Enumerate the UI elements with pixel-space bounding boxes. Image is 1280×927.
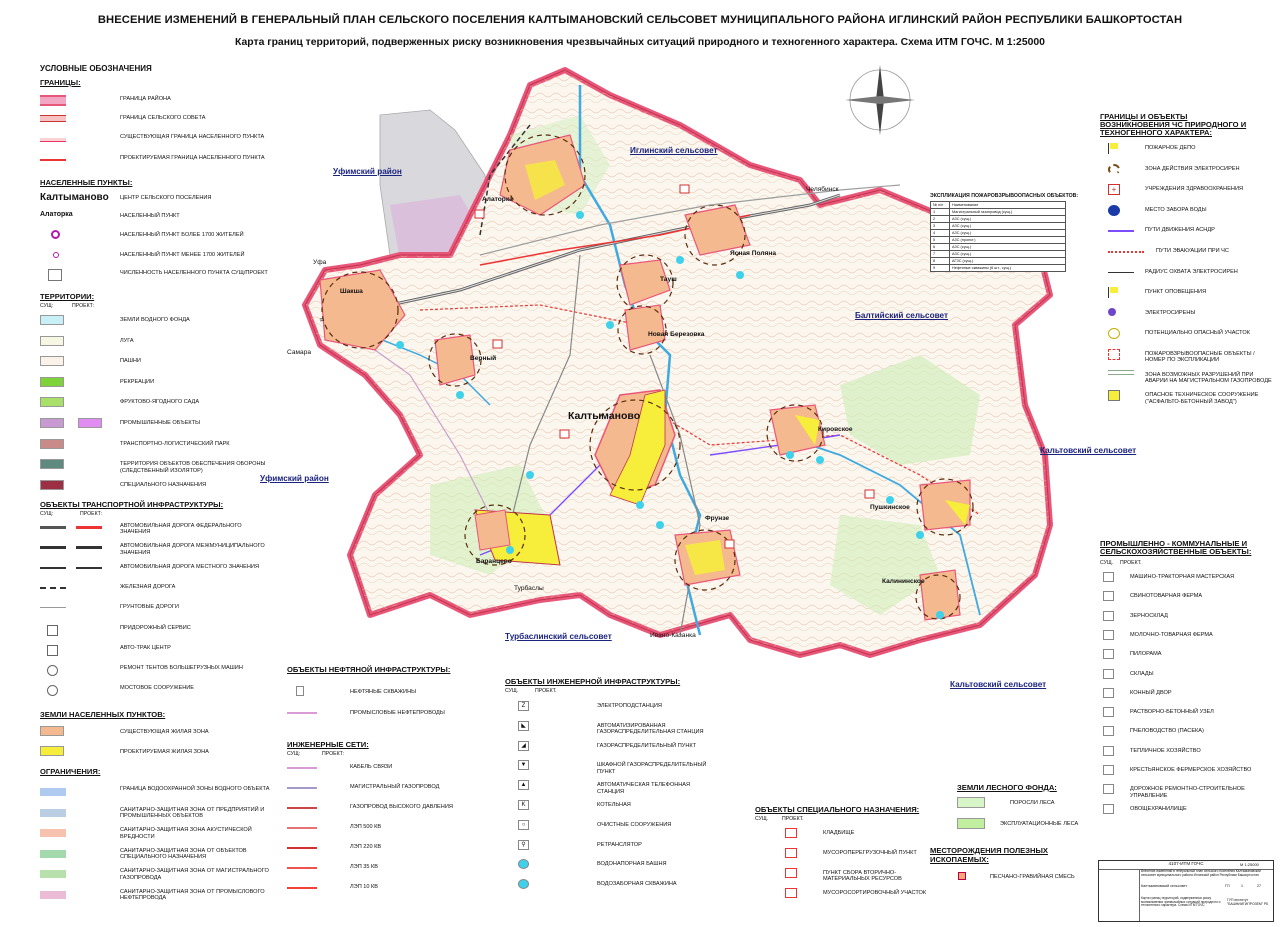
legend-item: КАБЕЛЬ СВЯЗИ — [350, 764, 393, 770]
industrial-icon — [1103, 649, 1114, 659]
place-label: Калининское — [882, 578, 925, 585]
legend-item: ТЕРРИТОРИЯ ОБЪЕКТОВ ОБЕСПЕЧЕНИЯ ОБОРОНЫ (СЛЕДСТВЕННЫЙ ИЗОЛЯТОР) — [120, 461, 266, 474]
page-subtitle: Карта границ территорий, подверженных риску возникновения чрезвычайных ситуаций природного и техногенного характера. Схема ИТМ ГОЧС. М 1:25000 — [235, 37, 1045, 48]
industrial-icon — [1103, 746, 1114, 756]
direction-label: Ивано-Казанка — [650, 632, 696, 639]
legend-item: ЭЛЕКТРОПОДСТАНЦИЯ — [597, 703, 662, 709]
engineering-icon: ▲ — [518, 780, 529, 790]
district-boundary-swatch — [40, 95, 66, 106]
legend-item: АВТО-ТРАК ЦЕНТР — [120, 644, 171, 651]
legend-item: КОТЕЛЬНАЯ — [597, 802, 631, 808]
title-block-map-caption: Карта границ территорий, подверженных риску возникновения чрезвычайных ситуаций природного и техногенного характера. Схема ИТМ ГОЧС — [1141, 896, 1221, 908]
legend-item: САНИТАРНО-ЗАЩИТНАЯ ЗОНА ОТ ОБЪЕКТОВ СПЕЦИАЛЬНОГО НАЗНАЧЕНИЯ — [120, 847, 247, 861]
explication-cell: АЗС (проект.) — [950, 237, 1066, 244]
place-label: Пушкинское — [870, 504, 910, 511]
page-title: ВНЕСЕНИЕ ИЗМЕНЕНИЙ В ГЕНЕРАЛЬНЫЙ ПЛАН СЕЛЬСКОГО ПОСЕЛЕНИЯ КАЛТЫМАНОВСКИЙ СЕЛЬСОВЕТ МУНИЦИПАЛЬНОГО РАЙОНА ИГЛИНСКИЙ РАЙОН РЕСПУБЛИКИ БАШКОРТОСТАН — [97, 14, 1183, 26]
legend-item: КРЕСТЬЯНСКОЕ ФЕРМЕРСКОЕ ХОЗЯЙСТВО — [1130, 767, 1252, 773]
restriction-swatch — [40, 891, 66, 899]
engineering-icon: K — [518, 800, 529, 810]
region-label: Кальтовский сельсовет — [1040, 446, 1137, 455]
oil-well-icon — [296, 686, 304, 696]
place-label: Тауш — [660, 276, 677, 283]
title-block-org: ГУП институт "БАШНИИГИПРОЗЕМ" РБ — [1227, 898, 1269, 906]
existing-settlement-boundary-swatch — [40, 138, 66, 142]
special-icon — [785, 828, 797, 838]
explication-cell: АЗС (сущ.) — [950, 251, 1066, 258]
industrial-icon — [1103, 765, 1114, 775]
legend-item: ЖЕЛЕЗНАЯ ДОРОГА — [120, 583, 176, 590]
legend-item: ЦЕНТР СЕЛЬСКОГО ПОСЕЛЕНИЯ — [120, 195, 212, 201]
direction-label: Самара — [287, 349, 312, 356]
legend-item: ГАЗОПРОВОД ВЫСОКОГО ДАВЛЕНИЯ — [350, 804, 453, 810]
restrictions-heading: ОГРАНИЧЕНИЯ: — [40, 767, 101, 776]
title-block-sheets: 27 — [1257, 884, 1261, 888]
title-block-grid — [1099, 869, 1140, 921]
engineering-icon: ○ — [518, 820, 529, 830]
legend-item: ЛЭП 220 КВ — [350, 844, 382, 850]
industrial-icon — [1103, 804, 1114, 814]
existing-residential-swatch — [40, 726, 64, 736]
oil-heading: ОБЪЕКТЫ НЕФТЯНОЙ ИНФРАСТРУКТУРЫ: — [287, 665, 451, 674]
transport-icon — [47, 665, 58, 676]
settlements-heading: НАСЕЛЕННЫЕ ПУНКТЫ: — [40, 178, 133, 187]
explication-cell: 8 — [931, 258, 950, 265]
population-marker-icon — [48, 269, 62, 281]
explication-row — [931, 230, 1066, 237]
legend-item: РЕТРАНСЛЯТОР — [597, 841, 642, 848]
territory-swatch — [40, 480, 64, 490]
risk-icon — [1108, 370, 1134, 375]
region-label: Кальтовский сельсовет — [950, 680, 1047, 689]
legend-item: СВИНОТОВАРНАЯ ФЕРМА — [1130, 593, 1203, 600]
legend-heading: УСЛОВНЫЕ ОБОЗНАЧЕНИЯ — [40, 64, 152, 73]
forest-swatch — [957, 818, 985, 829]
legend-item: ВОДОНАПОРНАЯ БАШНЯ — [597, 861, 667, 868]
legend-item: ТРАНСПОРТНО-ЛОГИСТИЧЕСКИЙ ПАРК — [120, 440, 230, 447]
territory-swatch — [40, 397, 64, 407]
legend-item: ПАШНИ — [120, 358, 141, 365]
legend-item: ШКАФНОЙ ГАЗОРАСПРЕДЕЛИТЕЛЬНЫЙ ПУНКТ — [597, 762, 707, 775]
direction-label: Челябинск — [806, 186, 839, 193]
engineering-icon: Z — [518, 701, 529, 711]
explication-head-cell: Наименование — [950, 202, 1066, 209]
legend-item: ГРАНИЦА СЕЛЬСКОГО СОВЕТА — [120, 115, 206, 121]
transport-icon — [47, 685, 58, 696]
project-residential-swatch — [40, 746, 64, 756]
explication-row — [931, 209, 1066, 216]
title-block-sheet: 1 — [1241, 884, 1243, 888]
territory-project-swatch — [78, 418, 102, 428]
risk-icon — [1108, 205, 1120, 216]
legend-item: САНИТАРНО-ЗАЩИТНАЯ ЗОНА ОТ ПРЕДПРИЯТИЙ И ПРОМЫШЛЕННЫХ ОБЪЕКТОВ — [120, 806, 265, 819]
industrial-icon — [1103, 572, 1114, 582]
territory-swatch — [40, 336, 64, 346]
explication-title: ЭКСПЛИКАЦИЯ ПОЖАРОВЗРЫВООПАСНЫХ ОБЪЕКТОВ: — [930, 193, 1079, 199]
legend-item: ФРУКТОВО-ЯГОДНОГО САДА — [120, 399, 200, 406]
industrial-col-existing: СУЩ. — [1100, 560, 1114, 566]
explication-cell: 1 — [931, 209, 950, 216]
engineering-icon — [518, 859, 529, 869]
legend-item: ПРОМЫСЛОВЫЕ НЕФТЕПРОВОДЫ — [350, 710, 445, 716]
engineering-icon: ⚲ — [518, 840, 529, 850]
transport-col-existing: СУЩ: — [40, 511, 54, 517]
explication-cell: Магистральный газопровод (сущ.) — [950, 209, 1066, 216]
network-swatch — [287, 827, 317, 829]
explication-row — [931, 237, 1066, 244]
explication-row — [931, 265, 1066, 272]
territory-swatch — [40, 459, 64, 469]
restriction-swatch — [40, 870, 66, 878]
road-project-swatch — [76, 526, 102, 529]
title-block — [1098, 860, 1274, 922]
risk-icon — [1108, 349, 1120, 360]
legend-item: ПОРОСЛИ ЛЕСА — [1010, 800, 1055, 806]
network-swatch — [287, 787, 317, 789]
special-icon — [785, 868, 797, 878]
road-swatch — [40, 567, 66, 569]
legend-item: НЕФТЯНЫЕ СКВАЖИНЫ — [350, 689, 417, 695]
explication-cell: АЗС (сущ.) — [950, 244, 1066, 251]
explication-table — [930, 201, 1066, 272]
transport-icon — [47, 645, 58, 656]
restriction-swatch — [40, 809, 66, 817]
place-label: Новая Березовка — [648, 331, 705, 338]
special-icon — [785, 848, 797, 858]
legend-item: АВТОМОБИЛЬНАЯ ДОРОГА ФЕДЕРАЛЬНОГО ЗНАЧЕНИЯ — [120, 523, 242, 536]
place-label: Калтыманово — [568, 410, 641, 422]
legend-item: ГРУНТОВЫЕ ДОРОГИ — [120, 604, 179, 611]
legend-item: ЭКСПЛУАТАЦИОННЫЕ ЛЕСА — [1000, 821, 1079, 827]
transport-heading: ОБЪЕКТЫ ТРАНСПОРТНОЙ ИНФРАСТРУКТУРЫ: — [40, 500, 224, 509]
legend-item: СПЕЦИАЛЬНОГО НАЗНАЧЕНИЯ — [120, 481, 207, 488]
legend-item: ЗОНА ДЕЙСТВИЯ ЭЛЕКТРОСИРЕН — [1145, 165, 1240, 172]
explication-cell: АГЗС (сущ.) — [950, 258, 1066, 265]
region-label: Иглинский сельсовет — [630, 146, 718, 155]
legend-item: САНИТАРНО-ЗАЩИТНАЯ ЗОНА АКУСТИЧЕСКОЙ ВРЕДНОСТИ — [120, 827, 252, 840]
risk-icon: + — [1108, 184, 1120, 195]
risk-icon — [1108, 272, 1134, 273]
explication-cell: 7 — [931, 251, 950, 258]
engineering-col-project: ПРОЕКТ. — [535, 688, 557, 694]
legend-item: ТЕПЛИЧНОЕ ХОЗЯЙСТВО — [1130, 747, 1201, 754]
territories-heading: ТЕРРИТОРИИ: — [40, 292, 95, 301]
legend-item: САНИТАРНО-ЗАЩИТНАЯ ЗОНА ОТ ПРОМЫСЛОВОГО НЕФТЕПРОВОДА — [120, 889, 265, 902]
legend-item: ПЕСЧАНО-ГРАВИЙНАЯ СМЕСЬ — [990, 874, 1075, 880]
legend-item: СУЩЕСТВУЮЩАЯ ЖИЛАЯ ЗОНА — [120, 729, 209, 735]
explication-row — [931, 244, 1066, 251]
legend-item: САНИТАРНО-ЗАЩИТНАЯ ЗОНА ОТ МАГИСТРАЛЬНОГО ГАЗОПРОВОДА — [120, 868, 269, 881]
legend-item: РЕМОНТ ТЕНТОВ БОЛЬШЕГРУЗНЫХ МАШИН — [120, 665, 243, 672]
legend-item: СКЛАДЫ — [1130, 670, 1154, 677]
legend-item: СУЩЕСТВУЮЩАЯ ГРАНИЦА НАСЕЛЕННОГО ПУНКТА — [120, 134, 265, 140]
industrial-icon — [1103, 784, 1114, 794]
legend-item: ОВОЩЕХРАНИЛИЩЕ — [1130, 805, 1187, 812]
industrial-icon — [1103, 591, 1114, 601]
special-heading: ОБЪЕКТЫ СПЕЦИАЛЬНОГО НАЗНАЧЕНИЯ: — [755, 805, 920, 814]
legend-item: ПОТЕНЦИАЛЬНО ОПАСНЫЙ УЧАСТОК — [1145, 330, 1250, 337]
road-swatch — [40, 526, 66, 529]
industrial-icon — [1103, 688, 1114, 698]
oil-pipeline-swatch — [287, 712, 317, 714]
legend-item: ПОЖАРНОЕ ДЕПО — [1145, 145, 1196, 151]
legend-item: РАСТВОРНО-БЕТОННЫЙ УЗЕЛ — [1130, 709, 1214, 716]
explication-head-cell: № п/п — [931, 202, 950, 209]
risk-icon — [1108, 308, 1116, 316]
engineering-icon: ◣ — [518, 721, 529, 731]
industrial-icon — [1103, 630, 1114, 640]
road-swatch — [40, 546, 66, 549]
legend-item: ПОЖАРОВЗРЫВООПАСНЫЕ ОБЪЕКТЫ / НОМЕР ПО ЭКСПЛИКАЦИИ — [1145, 351, 1255, 364]
territories-col-project: ПРОЕКТ: — [72, 303, 95, 309]
explication-cell: 9 — [931, 265, 950, 272]
legend-item: МОЛОЧНО-ТОВАРНАЯ ФЕРМА — [1130, 631, 1213, 638]
legend-item: ПРИДОРОЖНЫЙ СЕРВИС — [120, 624, 191, 631]
engineering-icon — [518, 879, 529, 889]
legend-item: ЗЕМЛИ ВОДНОГО ФОНДА — [120, 317, 190, 323]
explication-cell: 3 — [931, 223, 950, 230]
legend-item: ЛЭП 10 КВ — [350, 884, 379, 890]
place-label: Баранцево — [476, 558, 512, 565]
title-block-sheet-caption: Калтымановский сельсовет — [1141, 884, 1187, 888]
legend-item: МОСТОВОЕ СООРУЖЕНИЕ — [120, 685, 195, 692]
place-label: Верный — [470, 355, 497, 362]
legend-item: ОПАСНОЕ ТЕХНИЧЕСКОЕ СООРУЖЕНИЕ ("АСФАЛЬТО-БЕТОННЫЙ ЗАВОД") — [1145, 392, 1259, 405]
legend-item: МАШИНО-ТРАКТОРНАЯ МАСТЕРСКАЯ — [1130, 574, 1235, 580]
explication-cell: 2 — [931, 216, 950, 223]
engineering-col-existing: СУЩ. — [505, 688, 519, 694]
legend-item: ДОРОЖНОЕ РЕМОНТНО-СТРОИТЕЛЬНОЕ УПРАВЛЕНИЕ — [1130, 786, 1245, 799]
legend-item: ПРОЕКТИРУЕМАЯ ГРАНИЦА НАСЕЛЕННОГО ПУНКТА — [120, 155, 265, 161]
legend-item: ПУТИ ДВИЖЕНИЯ АСНДР — [1145, 227, 1215, 234]
legend-item: ЗЕРНОСКЛАД — [1130, 612, 1168, 619]
networks-col-existing: СУЩ: — [287, 751, 301, 757]
place-label: Алаторка — [482, 196, 513, 203]
explication-cell: 6 — [931, 244, 950, 251]
transport-icon — [47, 625, 58, 636]
engineering-icon: ▼ — [518, 760, 529, 770]
network-swatch — [287, 807, 317, 809]
legend-item: НАСЕЛЕННЫЙ ПУНКТ БОЛЕЕ 1700 ЖИТЕЛЕЙ — [120, 232, 244, 238]
center-sample: Калтыманово — [40, 192, 109, 203]
risk-icon — [1108, 251, 1144, 253]
legend-item: АВТОМОБИЛЬНАЯ ДОРОГА МЕЖМУНИЦИПАЛЬНОГО ЗНАЧЕНИЯ — [120, 543, 265, 556]
territory-swatch — [40, 315, 64, 325]
legend-item: ЧИСЛЕННОСТЬ НАСЕЛЕННОГО ПУНКТА СУЩ/ПРОЕКТ — [120, 270, 268, 276]
legend-item: ОЧИСТНЫЕ СООРУЖЕНИЯ — [597, 821, 672, 828]
legend-item: МАГИСТРАЛЬНЫЙ ГАЗОПРОВОД — [350, 784, 440, 790]
legend-item: ЭЛЕКТРОСИРЕНЫ — [1145, 309, 1196, 316]
industrial-icon — [1103, 707, 1114, 717]
explication-cell: АЗС (сущ.) — [950, 223, 1066, 230]
explication-cell: Нефтяные скважины (6 шт., сущ.) — [950, 265, 1066, 272]
forest-swatch — [957, 797, 985, 808]
boundaries-heading: ГРАНИЦЫ: — [40, 78, 81, 87]
place-label: Ясная Поляна — [730, 250, 777, 257]
settlement-under1700-icon — [53, 252, 59, 258]
territory-swatch — [40, 377, 64, 387]
legend-item: ПУНКТ СБОРА ВТОРИЧНО-МАТЕРИАЛЬНЫХ РЕСУРСОВ — [823, 870, 902, 883]
network-swatch — [287, 867, 317, 869]
network-swatch — [287, 887, 317, 889]
legend-item: АВТОМОБИЛЬНАЯ ДОРОГА МЕСТНОГО ЗНАЧЕНИЯ — [120, 563, 259, 570]
legend-item: АВТОМАТИЧЕСКАЯ ТЕЛЕФОННАЯ СТАНЦИЯ — [597, 782, 691, 795]
industrial-heading: ПРОМЫШЛЕННО - КОММУНАЛЬНЫЕ И СЕЛЬСКОХОЗЯЙСТВЕННЫЕ ОБЪЕКТЫ: — [1100, 539, 1252, 556]
territory-swatch — [40, 356, 64, 366]
territory-swatch — [40, 418, 64, 428]
legend-item: ЗОНА ВОЗМОЖНЫХ РАЗРУШЕНИЙ ПРИ АВАРИИ НА МАГИСТРАЛЬНОМ ГАЗОПРОВОДЕ — [1145, 371, 1272, 384]
place-label: Фрунзе — [705, 515, 730, 522]
engineering-icon: ◢ — [518, 741, 529, 751]
networks-col-project: ПРОЕКТ: — [322, 751, 345, 757]
minerals-heading: МЕСТОРОЖДЕНИЯ ПОЛЕЗНЫХ ИСКОПАЕМЫХ: — [930, 846, 1048, 864]
risk-icon — [1108, 390, 1120, 401]
region-label: Балтийский сельсовет — [855, 311, 948, 320]
legend-item: ЛЭП 500 КВ — [350, 824, 382, 830]
legend-item: ВОДОЗАБОРНАЯ СКВАЖИНА — [597, 881, 677, 888]
scale-note: М 1:25000 — [1240, 862, 1259, 867]
special-col-existing: СУЩ. — [755, 816, 769, 822]
risk-icon — [1108, 328, 1120, 339]
industrial-icon — [1103, 669, 1114, 679]
direction-label: Турбаслы — [514, 585, 544, 592]
title-block-desc: Внесение изменений в генеральный план сельского поселения Калтымановский сельсовет муниципального района Иглинский район Республики Башкортостан — [1141, 869, 1261, 877]
road-project-swatch — [76, 546, 102, 549]
explication-cell: 4 — [931, 230, 950, 237]
industrial-col-project: ПРОЕКТ. — [1120, 560, 1142, 566]
industrial-icon — [1103, 611, 1114, 621]
industrial-icon — [1103, 726, 1114, 736]
road-project-swatch — [76, 567, 102, 569]
explication-row — [931, 258, 1066, 265]
legend-item: УЧРЕЖДЕНИЯ ЗДРАВООХРАНЕНИЯ — [1145, 186, 1244, 193]
explication-row — [931, 223, 1066, 230]
risk-icon — [1108, 143, 1120, 154]
gravel-icon — [958, 872, 966, 880]
legend-item: АВТОМАТИЗИРОВАННАЯ ГАЗОРАСПРЕДЕЛИТЕЛЬНАЯ СТАНЦИЯ — [597, 722, 704, 736]
direction-label: Уфа — [313, 259, 327, 266]
legend-item: ПУНКТ ОПОВЕЩЕНИЯ — [1145, 289, 1207, 296]
risk-icon — [1108, 287, 1120, 298]
legend-item: КОННЫЙ ДВОР — [1130, 689, 1172, 696]
legend-item: РЕКРЕАЦИИ — [120, 378, 155, 385]
railway-swatch — [40, 587, 66, 589]
special-icon — [785, 888, 797, 898]
restriction-swatch — [40, 829, 66, 837]
region-label: Уфимский район — [260, 474, 329, 483]
legend-item: МУСОРОПЕРЕГРУЗОЧНЫЙ ПУНКТ — [823, 850, 917, 856]
title-block-stage: ГП — [1225, 884, 1230, 888]
place-label: Шакша — [340, 288, 363, 295]
restriction-swatch — [40, 850, 66, 858]
title-block-code: 4107-ИТМ ГОЧС — [1099, 861, 1273, 870]
network-swatch — [287, 847, 317, 849]
project-settlement-boundary-swatch — [40, 159, 66, 161]
compass-rose — [845, 65, 915, 135]
settlement-pushkinskoe — [917, 479, 973, 535]
forest-heading: ЗЕМЛИ ЛЕСНОГО ФОНДА: — [957, 783, 1057, 792]
network-swatch — [287, 767, 317, 769]
engineering-heading: ОБЪЕКТЫ ИНЖЕНЕРНОЙ ИНФРАСТРУКТУРЫ: — [505, 677, 681, 686]
legend-item: ПЧЕЛОВОДСТВО (ПАСЕКА) — [1130, 728, 1204, 735]
territory-swatch — [40, 439, 64, 449]
territories-col-existing: СУЩ: — [40, 303, 54, 309]
legend-item: НАСЕЛЕННЫЙ ПУНКТ — [120, 213, 180, 219]
explication-cell: АЗС (сущ.) — [950, 216, 1066, 223]
risk-icon — [1108, 164, 1120, 175]
region-label: Уфимский район — [333, 167, 402, 176]
legend-item: ПУТИ ЭВАКУАЦИИ ПРИ ЧС — [1156, 248, 1229, 254]
explication-cell: АЗС (сущ.) — [950, 230, 1066, 237]
risk-icon — [1108, 230, 1134, 232]
legend-item: МЕСТО ЗАБОРА ВОДЫ — [1145, 206, 1207, 213]
legend-item: МУСОРОСОРТИРОВОЧНЫЙ УЧАСТОК — [823, 890, 927, 896]
legend-item: ЛУГА — [120, 337, 134, 344]
settlement-lands-heading: ЗЕМЛИ НАСЕЛЕННЫХ ПУНКТОВ: — [40, 710, 166, 719]
legend-item: ПРОЕКТИРУЕМАЯ ЖИЛАЯ ЗОНА — [120, 749, 209, 755]
place-label: Кировское — [818, 426, 853, 433]
legend-item: ПРОМЫШЛЕННЫЕ ОБЪЕКТЫ — [120, 420, 201, 426]
council-boundary-swatch — [40, 115, 66, 122]
transport-col-project: ПРОЕКТ: — [80, 511, 103, 517]
explication-cell: 5 — [931, 237, 950, 244]
legend-item: ПИЛОРАМА — [1130, 651, 1162, 658]
legend-item: ГРАНИЦА ВОДООХРАННОЙ ЗОНЫ ВОДНОГО ОБЪЕКТА — [120, 786, 270, 792]
point-sample: Алаторка — [40, 211, 73, 218]
region-label: Турбаслинский сельсовет — [505, 632, 612, 641]
explication-row — [931, 251, 1066, 258]
legend-item: ГАЗОРАСПРЕДЕЛИТЕЛЬНЫЙ ПУНКТ — [597, 742, 697, 749]
explication-row — [931, 216, 1066, 223]
networks-heading: ИНЖЕНЕРНЫЕ СЕТИ: — [287, 740, 369, 749]
legend-item: КЛАДБИЩЕ — [823, 830, 855, 836]
special-col-project: ПРОЕКТ. — [782, 816, 804, 822]
legend-item: РАДИУС ОХВАТА ЭЛЕКТРОСИРЕН — [1145, 268, 1238, 275]
risk-heading: ГРАНИЦЫ И ОБЪЕКТЫ ВОЗНИКНОВЕНИЯ ЧС ПРИРОДНОГО И ТЕХНОГЕННОГО ХАРАКТЕРА: — [1100, 112, 1247, 137]
restriction-swatch — [40, 788, 66, 796]
legend-item: ГРАНИЦА РАЙОНА — [120, 96, 171, 102]
road-swatch — [40, 607, 66, 608]
settlement-over1700-icon — [51, 230, 60, 239]
legend-item: ЛЭП 35 КВ — [350, 864, 379, 870]
legend-item: НАСЕЛЕННЫЙ ПУНКТ МЕНЕЕ 1700 ЖИТЕЛЕЙ — [120, 252, 245, 258]
